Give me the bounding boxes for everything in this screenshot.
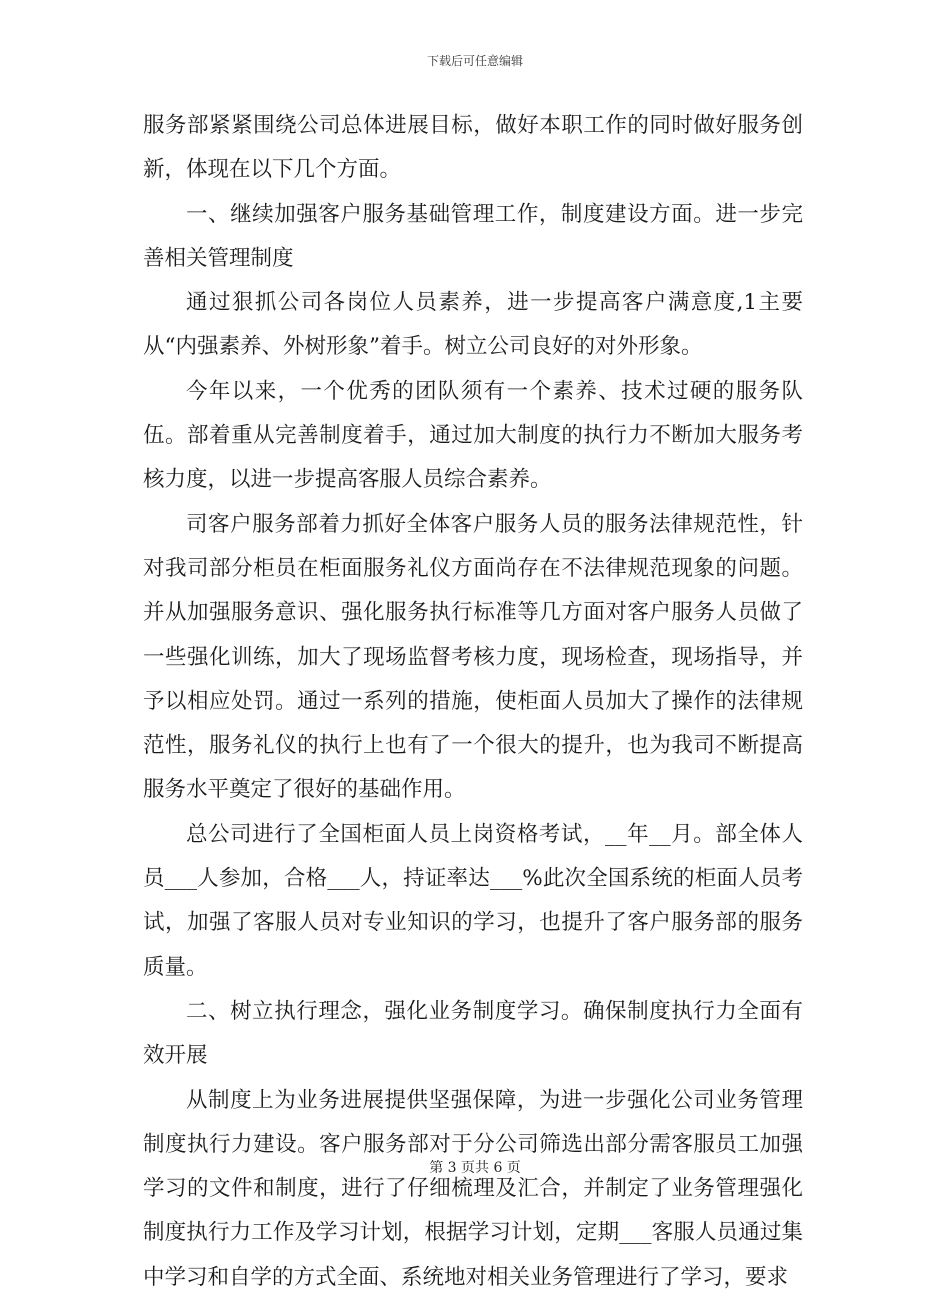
paragraph: 今年以来，一个优秀的团队须有一个素养、技术过硬的服务队伍。部着重从完善制度着手，通过加大制度的执行力不断加大服务考核力度，以进一步提高客服人员综合素养。	[143, 378, 803, 493]
page-number: 第 3 页共 6 页	[429, 1160, 521, 1176]
paragraph: 总公司进行了全国柜面人员上岗资格考试，__年__月。部全体人员___人参加，合格___人，持证率达___%此次全国系统的柜面人员考试，加强了客服人员对专业知识的学习，也提升了客户服务部的服务质量。	[143, 821, 803, 980]
paragraph: 司客户服务部着力抓好全体客户服务人员的服务法律规范性，针对我司部分柜员在柜面服务礼仪方面尚存在不法律规范现象的问题。并从加强服务意识、强化服务执行标准等几方面对客户服务人员做了一些强化训练，加大了现场监督考核力度，现场检查，现场指导，并予以相应处罚。通过一系列的措施，使柜面人员加大了操作的法律规范性，服务礼仪的执行上也有了一个很大的提升，也为我司不断提高服务水平奠定了很好的基础作用。	[143, 511, 803, 803]
paragraph: 通过狠抓公司各岗位人员素养，进一步提高客户满意度,1主要从“内强素养、外树形象”着手。树立公司良好的对外形象。	[143, 290, 803, 360]
page-header: 下载后可任意编辑	[426, 54, 523, 68]
section-heading: 二、树立执行理念，强化业务制度学习。确保制度执行力全面有效开展	[143, 998, 803, 1069]
paragraph: 服务部紧紧围绕公司总体进展目标，做好本职工作的同时做好服务创新，体现在以下几个方面。	[143, 113, 803, 183]
section-heading: 一、继续加强客户服务基础管理工作，制度建设方面。进一步完善相关管理制度	[143, 201, 803, 271]
paragraph: 从制度上为业务进展提供坚强保障，为进一步强化公司业务管理制度执行力建设。客户服务部对于分公司筛选出部分需客服员工加强学习的文件和制度，进行了仔细梳理及汇合，并制定了业务管理强化制度执行力工作及学习计划，根据学习计划，定期___客服人员通过集中学习和自学的方式全面、系统地对相关业务管理进行了学习，要求	[143, 1087, 803, 1290]
document-body	[143, 104, 803, 1300]
